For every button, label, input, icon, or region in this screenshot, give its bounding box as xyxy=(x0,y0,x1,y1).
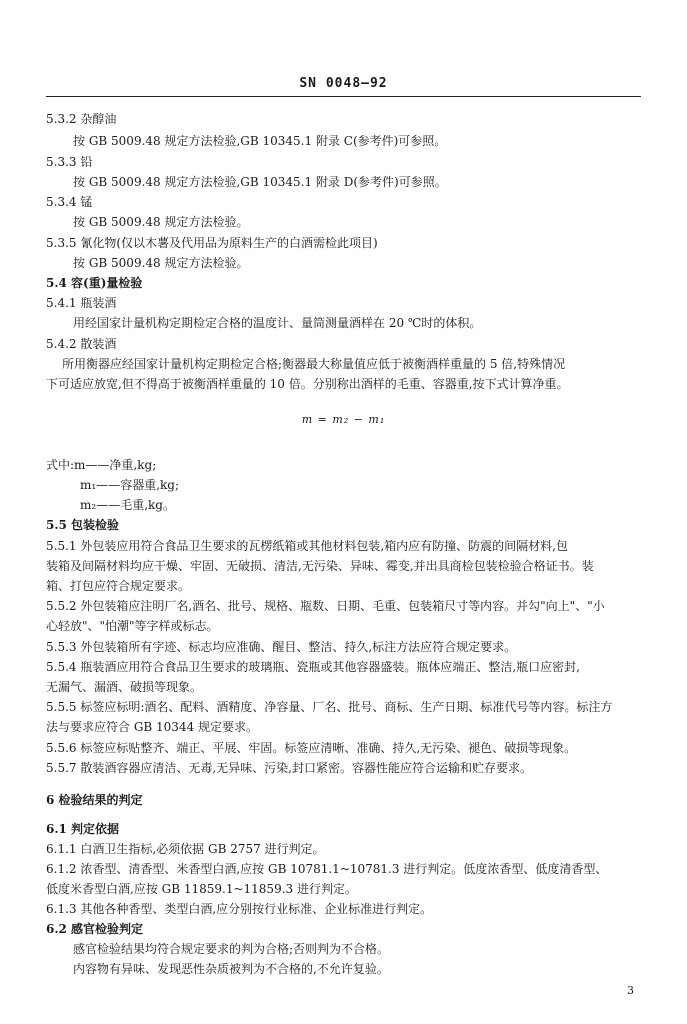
clause-6-2-text-2: 内容物有异味、发现恶性杂质被判为不合格的,不允许复验。 xyxy=(73,962,389,976)
clause-6-2-heading: 6.2 感官检验判定 xyxy=(46,922,144,936)
clause-5-5-5-line-2: 法与要求应符合 GB 10344 规定要求。 xyxy=(46,720,259,734)
clause-5-5-7: 5.5.7 散装酒容器应清洁、无毒,无异味、污染,封口紧密。容器性能应符合运输和贮存要求。 xyxy=(46,761,532,775)
formula-where-gross-weight: m₂——毛重,kg。 xyxy=(80,498,175,512)
clause-5-4-heading: 5.4 容(重)量检验 xyxy=(46,276,143,290)
clause-5-5-1-line-1: 5.5.1 外包装应用符合食品卫生要求的瓦楞纸箱或其他材料包装,箱内应有防撞、防震的间隔材料,包 xyxy=(46,539,568,553)
clause-6-1-3: 6.1.3 其他各种香型、类型白酒,应分别按行业标准、企业标准进行判定。 xyxy=(46,902,433,916)
clause-5-5-2-line-2: 心轻放"、"怕潮"等字样或标志。 xyxy=(46,619,219,633)
clause-5-4-2-text-2: 下可适应放宽,但不得高于被衡酒样重量的 10 倍。分别称出酒样的毛重、容器重,按下式计算净重。 xyxy=(46,377,569,391)
clause-5-5-6: 5.5.6 标签应标贴整齐、端正、平展、牢固。标签应清晰、准确、持久,无污染、褪色、破损等现象。 xyxy=(46,741,577,755)
clause-5-5-3: 5.5.3 外包装箱所有字迹、标志均应准确、醒目、整洁、持久,标注方法应符合规定要求。 xyxy=(46,640,517,654)
formula-where-net-weight: 式中:m——净重,kg; xyxy=(46,458,157,472)
clause-5-3-3-text: 按 GB 5009.48 规定方法检验,GB 10345.1 附录 D(参考件)可参照。 xyxy=(73,175,447,189)
clause-5-3-4-heading: 5.3.4 锰 xyxy=(46,195,93,209)
standard-number-header: SN 0048—92 xyxy=(299,76,388,91)
clause-5-5-4-line-1: 5.5.4 瓶装酒应用符合食品卫生要求的玻璃瓶、瓷瓶或其他容器盛装。瓶体应端正、整洁,瓶口应密封, xyxy=(46,660,580,674)
clause-5-3-2-text: 按 GB 5009.48 规定方法检验,GB 10345.1 附录 C(参考件)可参照。 xyxy=(73,134,447,148)
clause-5-4-1-heading: 5.4.1 瓶装酒 xyxy=(46,296,117,310)
clause-5-5-2-line-1: 5.5.2 外包装箱应注明厂名,酒名、批号、规格、瓶数、日期、毛重、包装箱尺寸等内容。并勾"向上"、"小 xyxy=(46,599,605,613)
clause-6-1-2-line-1: 6.1.2 浓香型、清香型、米香型白酒,应按 GB 10781.1~10781.3 进行判定。低度浓香型、低度清香型、 xyxy=(46,862,608,876)
net-weight-formula: m = m₂ − m₁ xyxy=(301,413,386,426)
clause-6-1-heading: 6.1 判定依据 xyxy=(46,822,120,836)
clause-5-4-2-text-1: 所用衡器应经国家计量机构定期检定合格;衡器最大称量值应低于被衡酒样重量的 5 倍,特殊情况 xyxy=(62,357,566,371)
clause-5-5-5-line-1: 5.5.5 标签应标明:酒名、配料、酒精度、净容量、厂名、批号、商标、生产日期、标准代号等内容。标注方 xyxy=(46,700,613,714)
clause-5-3-5-text: 按 GB 5009.48 规定方法检验。 xyxy=(73,256,249,270)
clause-5-3-5-heading: 5.3.5 氰化物(仅以木薯及代用品为原料生产的白酒需检此项目) xyxy=(46,236,378,250)
page-number: 3 xyxy=(627,984,634,997)
clause-5-5-heading: 5.5 包装检验 xyxy=(46,518,120,532)
clause-5-5-4-line-2: 无漏气、漏酒、破损等现象。 xyxy=(46,680,203,694)
clause-5-4-2-heading: 5.4.2 散装酒 xyxy=(46,337,117,351)
clause-5-4-1-text: 用经国家计量机构定期检定合格的温度计、量筒测量酒样在 20 ℃时的体积。 xyxy=(73,316,482,330)
formula-where-container-weight: m₁——容器重,kg; xyxy=(80,478,180,492)
clause-5-5-1-line-3: 箱、打包应符合规定要求。 xyxy=(46,579,191,593)
clause-5-3-3-heading: 5.3.3 铅 xyxy=(46,155,93,169)
clause-6-1-2-line-2: 低度米香型白酒,应按 GB 11859.1~11859.3 进行判定。 xyxy=(46,882,357,896)
section-6-heading: 6 检验结果的判定 xyxy=(46,793,143,807)
clause-5-3-2-heading: 5.3.2 杂醇油 xyxy=(46,112,117,126)
clause-6-2-text-1: 感官检验结果均符合规定要求的判为合格;否则判为不合格。 xyxy=(73,942,390,956)
clause-6-1-1: 6.1.1 白酒卫生指标,必须依据 GB 2757 进行判定。 xyxy=(46,842,325,856)
clause-5-5-1-line-2: 装箱及间隔材料均应干燥、牢固、无破损、清洁,无污染、异味、霉变,并出具商检包装检验合格证书。装 xyxy=(46,559,594,573)
clause-5-3-4-text: 按 GB 5009.48 规定方法检验。 xyxy=(73,215,249,229)
header-rule xyxy=(46,96,641,97)
